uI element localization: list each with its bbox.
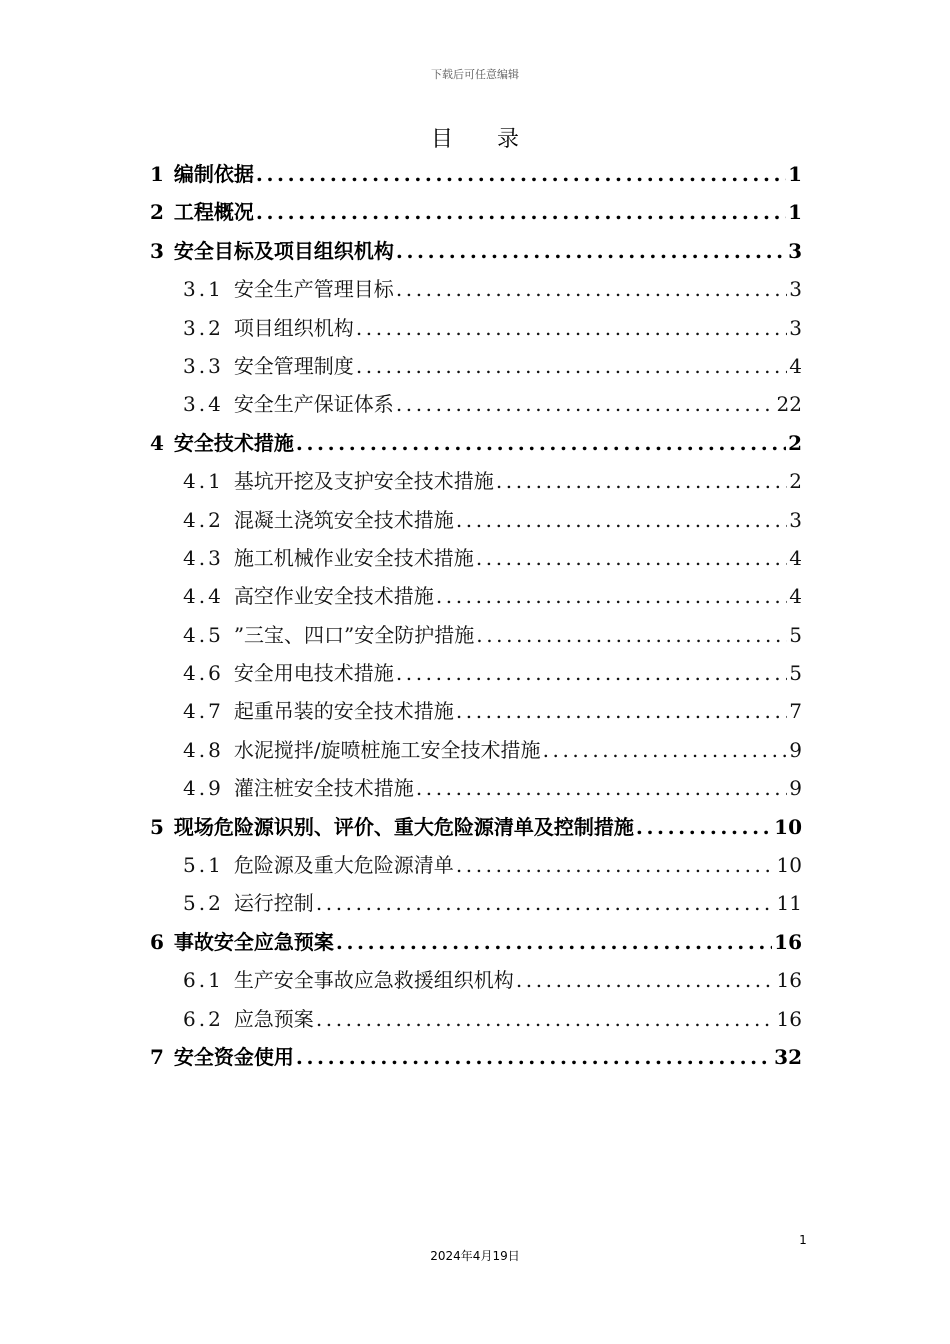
toc-entry-label: 现场危险源识别、评价、重大危险源清单及控制措施: [173, 814, 634, 839]
toc-leader-dots: [336, 923, 772, 961]
toc-entry-number: 4.8: [183, 737, 224, 762]
toc-entry-number: 3: [150, 238, 164, 263]
toc-entry-number: 5: [150, 814, 164, 839]
toc-entry[interactable]: [150, 462, 802, 500]
toc-leader-dots: [396, 270, 787, 308]
toc-leader-dots: [456, 846, 775, 884]
toc-leader-dots: [316, 884, 775, 922]
toc-entry[interactable]: [150, 193, 802, 231]
toc-entry-number: 5.2: [183, 891, 224, 916]
toc-entry[interactable]: [150, 654, 802, 692]
toc-title: [0, 122, 950, 153]
toc-entry[interactable]: [150, 539, 802, 577]
toc-entry-label: ”三宝、四口”安全防护措施: [233, 622, 475, 647]
toc-leader-dots: [396, 232, 786, 270]
toc-entry-page: 2: [788, 430, 802, 455]
toc-entry-page: 3: [789, 277, 802, 302]
toc-entry-label: 安全资金使用: [173, 1044, 294, 1069]
toc-leader-dots: [476, 616, 787, 654]
toc-entry[interactable]: [150, 577, 802, 615]
toc-entry-number: 7: [150, 1044, 164, 1069]
toc-entry-number: 2: [150, 200, 164, 225]
toc-entry-label: 编制依据: [173, 162, 254, 186]
toc-leader-dots: [296, 424, 786, 462]
toc-entry[interactable]: [150, 731, 802, 769]
toc-entry[interactable]: [150, 270, 802, 308]
toc-entry-number: 4.6: [183, 661, 224, 686]
toc-entry-number: 4.4: [183, 584, 224, 609]
toc-leader-dots: [456, 501, 787, 539]
toc-entry-label: 工程概况: [173, 200, 254, 225]
toc-entry-number: 4.7: [183, 699, 224, 724]
toc-entry-page: 16: [776, 968, 802, 993]
toc-entry[interactable]: [150, 232, 802, 270]
toc-entry-label: 安全管理制度: [233, 353, 354, 378]
toc-entry-label: 高空作业安全技术措施: [233, 584, 434, 609]
toc-entry[interactable]: [150, 884, 802, 922]
toc-entry-number: 3.1: [183, 277, 224, 302]
toc-entry-number: 4.1: [183, 469, 224, 494]
toc-entry-number: 3.4: [183, 392, 224, 417]
toc-entry-number: 4: [150, 430, 164, 455]
toc-entry-number: 4.5: [183, 622, 224, 647]
table-of-contents: [150, 155, 802, 1076]
header-note: 下载后可任意编辑: [431, 68, 519, 81]
toc-entry-label: 基坑开挖及支护安全技术措施: [233, 469, 494, 494]
toc-entry-label: 安全生产保证体系: [233, 392, 394, 417]
toc-entry[interactable]: [150, 808, 802, 846]
toc-entry-page: 2: [789, 469, 802, 494]
toc-entry-label: 项目组织机构: [233, 315, 354, 340]
toc-entry-label: 事故安全应急预案: [173, 929, 334, 954]
toc-entry-page: 10: [774, 814, 802, 839]
toc-entry-page: 3: [789, 507, 802, 532]
toc-entry-page: 1: [788, 200, 802, 225]
toc-leader-dots: [636, 808, 772, 846]
toc-entry[interactable]: [150, 1000, 802, 1038]
toc-entry[interactable]: [150, 1038, 802, 1076]
toc-entry[interactable]: [150, 501, 802, 539]
toc-leader-dots: [516, 961, 775, 999]
toc-entry-page: 9: [789, 776, 802, 801]
toc-entry-label: 起重吊装的安全技术措施: [233, 699, 454, 724]
toc-entry-page: 9: [789, 737, 802, 762]
toc-entry-label: 施工机械作业安全技术措施: [233, 545, 474, 570]
toc-leader-dots: [456, 692, 787, 730]
toc-entry-page: 16: [774, 929, 802, 954]
toc-entry-page: 3: [788, 238, 802, 263]
toc-leader-dots: [396, 385, 775, 423]
toc-entry-number: 4.9: [183, 776, 224, 801]
toc-leader-dots: [356, 347, 787, 385]
toc-leader-dots: [543, 731, 788, 769]
toc-entry-label: 安全目标及项目组织机构: [173, 238, 394, 263]
toc-entry-page: 3: [789, 315, 802, 340]
toc-leader-dots: [416, 769, 787, 807]
toc-entry-page: 5: [789, 622, 802, 647]
toc-entry-page: 10: [776, 853, 802, 878]
toc-entry-page: 11: [776, 891, 802, 916]
toc-entry-number: 5.1: [183, 853, 224, 878]
toc-entry[interactable]: [150, 846, 802, 884]
toc-leader-dots: [476, 539, 787, 577]
toc-entry[interactable]: [150, 961, 802, 999]
toc-entry-number: 6.1: [183, 968, 224, 993]
toc-entry[interactable]: [150, 424, 802, 462]
toc-entry-page: 4: [789, 545, 802, 570]
toc-leader-dots: [436, 577, 787, 615]
toc-entry-page: 4: [789, 584, 802, 609]
toc-entry[interactable]: [150, 309, 802, 347]
toc-entry[interactable]: [150, 769, 802, 807]
toc-entry-number: 3.2: [183, 315, 224, 340]
toc-entry-number: 6: [150, 929, 164, 954]
toc-entry-page: 1: [788, 162, 802, 186]
toc-entry-page: 32: [774, 1044, 802, 1069]
toc-entry[interactable]: [150, 385, 802, 423]
toc-leader-dots: [356, 309, 787, 347]
toc-entry-label: 安全生产管理目标: [233, 277, 394, 302]
toc-entry[interactable]: [150, 923, 802, 961]
toc-entry-page: 7: [789, 699, 802, 724]
toc-leader-dots: [296, 1038, 772, 1076]
toc-leader-dots: [316, 1000, 775, 1038]
toc-title-part1: 目: [430, 127, 453, 152]
toc-entry-number: 1: [150, 162, 164, 186]
page-number: 1: [799, 1233, 807, 1247]
toc-entry-number: 4.2: [183, 507, 224, 532]
toc-entry-label: 生产安全事故应急救援组织机构: [233, 968, 514, 993]
toc-entry-label: 安全技术措施: [173, 430, 294, 455]
toc-entry-page: 22: [776, 392, 802, 417]
toc-entry-number: 3.3: [183, 353, 224, 378]
toc-leader-dots: [396, 654, 787, 692]
toc-title-part2: 录: [497, 127, 520, 152]
toc-entry-label: 应急预案: [233, 1006, 314, 1031]
footer-date: 2024年4月19日: [430, 1249, 520, 1263]
toc-entry-number: 4.3: [183, 545, 224, 570]
toc-leader-dots: [496, 462, 787, 500]
toc-leader-dots: [256, 155, 786, 193]
toc-entry[interactable]: [150, 616, 802, 654]
toc-entry-number: 6.2: [183, 1006, 224, 1031]
toc-entry-label: 安全用电技术措施: [233, 661, 394, 686]
toc-entry-label: 运行控制: [233, 891, 314, 916]
toc-entry[interactable]: [150, 155, 802, 193]
toc-entry-page: 5: [789, 661, 802, 686]
toc-leader-dots: [256, 193, 786, 231]
toc-entry-label: 危险源及重大危险源清单: [233, 853, 454, 878]
toc-entry[interactable]: [150, 692, 802, 730]
toc-entry-label: 混凝土浇筑安全技术措施: [233, 507, 454, 532]
toc-entry-page: 4: [789, 353, 802, 378]
toc-entry-label: 水泥搅拌/旋喷桩施工安全技术措施: [233, 737, 541, 762]
toc-entry-label: 灌注桩安全技术措施: [233, 776, 414, 801]
toc-entry-page: 16: [776, 1006, 802, 1031]
toc-entry[interactable]: [150, 347, 802, 385]
